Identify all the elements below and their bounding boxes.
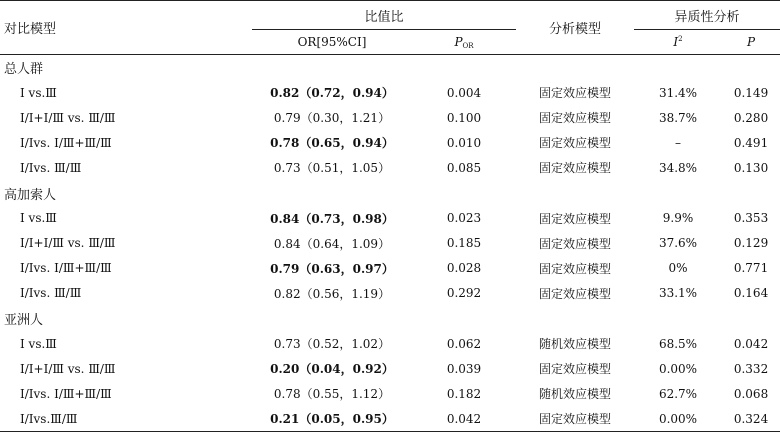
- p-value-cell: 0.332: [733, 361, 769, 376]
- table-row: [0, 206, 780, 231]
- header-p-or-main: P: [454, 34, 463, 49]
- odds-ratio-cell: 0.79（0.30，1.21）: [273, 111, 391, 126]
- i2-cell: 68.5%: [658, 336, 698, 351]
- p-or-cell: 0.100: [446, 110, 482, 125]
- i2-cell: 38.7%: [658, 110, 698, 125]
- p-value-cell: 0.164: [733, 286, 769, 301]
- i2-cell: 62.7%: [658, 386, 698, 401]
- p-value-cell: 0.042: [733, 336, 769, 351]
- table-row: [0, 256, 780, 281]
- p-or-cell: 0.023: [446, 211, 482, 226]
- p-or-cell: 0.004: [446, 85, 482, 100]
- header-model: 对比模型: [0, 1, 252, 55]
- odds-ratio-cell: 0.73（0.51，1.05）: [273, 161, 391, 176]
- analysis-model-cell: 固定效应模型: [516, 406, 634, 432]
- p-value-cell: 0.491: [733, 135, 769, 150]
- group-row: [0, 180, 780, 205]
- odds-ratio-cell: 0.82（0.72，0.94）: [270, 86, 394, 101]
- header-i2: [634, 30, 722, 55]
- i2-cell: 0%: [668, 261, 688, 276]
- i2-cell: 0.00%: [658, 361, 698, 376]
- i2-cell: 9.9%: [662, 211, 694, 226]
- header-i2-sup: 2: [678, 35, 683, 43]
- p-or-cell: 0.062: [446, 336, 482, 351]
- group-row: [0, 55, 780, 81]
- analysis-model-cell: 固定效应模型: [539, 286, 612, 301]
- analysis-model-cell: 固定效应模型: [539, 161, 612, 176]
- analysis-model-cell: 随机效应模型: [539, 387, 612, 402]
- analysis-model-cell: 固定效应模型: [539, 261, 612, 276]
- comparison-model-cell: Ⅰ/Ⅰ+Ⅰ/Ⅲ vs. Ⅲ/Ⅲ: [20, 361, 116, 376]
- table-body: [0, 55, 780, 432]
- p-or-cell: 0.292: [446, 286, 482, 301]
- comparison-model-cell: Ⅰ vs.Ⅲ: [20, 336, 57, 351]
- table-row: [0, 406, 780, 432]
- group-label: 总人群: [4, 62, 44, 78]
- i2-cell: 31.4%: [658, 85, 698, 100]
- i2-cell: 37.6%: [658, 236, 698, 251]
- comparison-model-cell: Ⅰ vs.Ⅲ: [20, 85, 57, 100]
- odds-ratio-cell: 0.79（0.63，0.97）: [270, 261, 394, 276]
- p-or-cell: 0.039: [446, 361, 482, 376]
- table-row: [0, 331, 780, 356]
- comparison-model-cell: Ⅰ/Ⅰvs. Ⅲ/Ⅲ: [20, 160, 82, 175]
- p-or-cell: 0.010: [446, 135, 482, 150]
- header-odds-ratio-group: 比值比: [252, 1, 516, 30]
- odds-ratio-cell: 0.20（0.04，0.92）: [270, 362, 394, 377]
- group-row: [0, 306, 780, 331]
- comparison-model-cell: Ⅰ vs.Ⅲ: [20, 211, 57, 226]
- comparison-model-cell: Ⅰ/Ⅰvs. Ⅰ/Ⅲ+Ⅲ/Ⅲ: [20, 386, 112, 401]
- p-value-cell: 0.149: [733, 85, 769, 100]
- p-or-cell: 0.042: [412, 406, 516, 432]
- i2-cell: 0.00%: [634, 406, 722, 432]
- table-row: [0, 80, 780, 105]
- comparison-model-cell: Ⅰ/Ⅰvs.Ⅲ/Ⅲ: [0, 406, 252, 432]
- header-i2-main: I: [673, 35, 679, 49]
- analysis-model-cell: 固定效应模型: [539, 362, 612, 377]
- header-p-label: P: [746, 35, 756, 49]
- p-or-cell: 0.182: [446, 386, 482, 401]
- comparison-model-cell: Ⅰ/Ⅰvs. Ⅰ/Ⅲ+Ⅲ/Ⅲ: [20, 135, 112, 150]
- odds-ratio-cell: 0.82（0.56，1.19）: [273, 286, 391, 301]
- analysis-model-cell: 固定效应模型: [539, 236, 612, 251]
- analysis-model-cell: 固定效应模型: [539, 111, 612, 126]
- p-value-cell: 0.130: [733, 160, 769, 175]
- header-p-or: [412, 30, 516, 55]
- analysis-model-cell: 固定效应模型: [539, 136, 612, 151]
- header-or-ci: OR[95%CI]: [252, 30, 412, 55]
- odds-ratio-cell: 0.21（0.05，0.95）: [252, 406, 412, 432]
- i2-cell: 33.1%: [658, 286, 698, 301]
- group-label: 亚洲人: [4, 312, 44, 328]
- table-row: [0, 231, 780, 256]
- odds-ratio-cell: 0.73（0.52，1.02）: [273, 337, 391, 352]
- analysis-model-cell: 随机效应模型: [539, 337, 612, 352]
- comparison-model-cell: Ⅰ/Ⅰ+Ⅰ/Ⅲ vs. Ⅲ/Ⅲ: [20, 236, 116, 251]
- comparison-model-cell: Ⅰ/Ⅰ+Ⅰ/Ⅲ vs. Ⅲ/Ⅲ: [20, 110, 116, 125]
- odds-ratio-cell: 0.84（0.73，0.98）: [270, 211, 394, 226]
- p-value-cell: 0.068: [733, 386, 769, 401]
- header-heterogeneity-group: 异质性分析: [634, 1, 780, 30]
- table-row: [0, 281, 780, 306]
- table-row: [0, 381, 780, 406]
- header-p-or-sub: OR: [462, 41, 474, 50]
- p-value-cell: 0.324: [722, 406, 780, 432]
- table-header: [0, 1, 780, 55]
- p-value-cell: 0.280: [733, 110, 769, 125]
- odds-ratio-cell: 0.78（0.65，0.94）: [270, 136, 394, 151]
- p-value-cell: 0.771: [733, 261, 769, 276]
- i2-cell: –: [675, 135, 682, 150]
- analysis-model-cell: 固定效应模型: [539, 86, 612, 101]
- p-or-cell: 0.185: [446, 236, 482, 251]
- p-value-cell: 0.129: [733, 236, 769, 251]
- comparison-model-cell: Ⅰ/Ⅰvs. Ⅲ/Ⅲ: [20, 286, 82, 301]
- table-row: [0, 130, 780, 155]
- group-label: 高加索人: [4, 187, 57, 203]
- odds-ratio-cell: 0.84（0.64，1.09）: [273, 236, 391, 251]
- analysis-model-cell: 固定效应模型: [539, 211, 612, 226]
- p-value-cell: 0.353: [733, 211, 769, 226]
- header-analysis-model: 分析模型: [516, 1, 634, 55]
- p-or-cell: 0.085: [446, 160, 482, 175]
- comparison-model-cell: Ⅰ/Ⅰvs. Ⅰ/Ⅲ+Ⅲ/Ⅲ: [20, 261, 112, 276]
- table-row: [0, 105, 780, 130]
- odds-ratio-cell: 0.78（0.55，1.12）: [273, 387, 391, 402]
- p-or-cell: 0.028: [446, 261, 482, 276]
- header-p: [722, 30, 780, 55]
- i2-cell: 34.8%: [658, 160, 698, 175]
- table-row: [0, 155, 780, 180]
- table-row: [0, 356, 780, 381]
